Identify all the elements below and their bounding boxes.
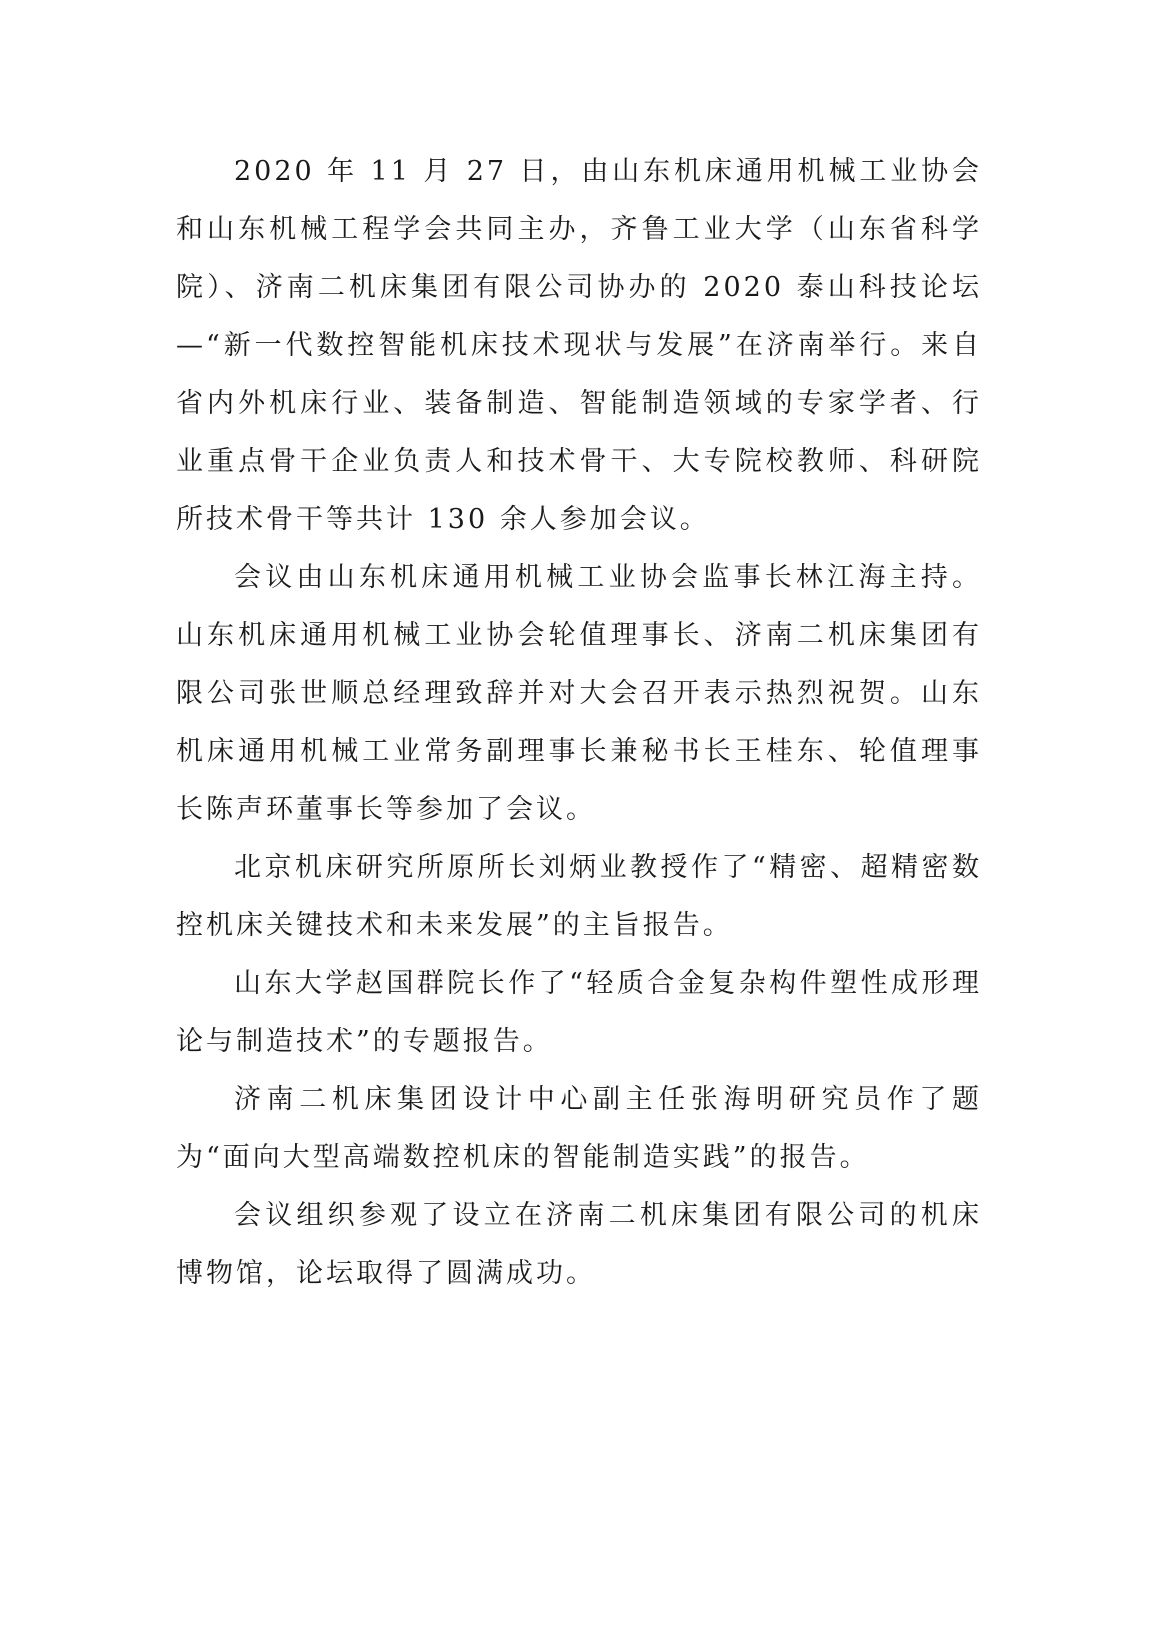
- paragraph-museum-visit: 会议组织参观了设立在济南二机床集团有限公司的机床博物馆，论坛取得了圆满成功。: [176, 1200, 982, 1289]
- paragraph-keynote-report: 北京机床研究所原所长刘炳业教授作了“精密、超精密数控机床关键技术和未来发展”的主旨报告。: [176, 852, 982, 941]
- document-body: [176, 143, 982, 1303]
- paragraph-forum-overview: 2020 年 11 月 27 日，由山东机床通用机械工业协会和山东机械工程学会共同主办，齐鲁工业大学（山东省科学院）、济南二机床集团有限公司协办的 2020 泰山科技论坛—“新一代数控智能机床技术现状与发展”在济南举行。来自省内外机床行业、装备制造、智能制造领域的专家学者、行业重点骨干企业负责人和技术骨干、大专院校教师、科研院所技术骨干等共计 130 余人参加会议。: [176, 156, 982, 535]
- paragraph-practice-report: 济南二机床集团设计中心副主任张海明研究员作了题为“面向大型高端数控机床的智能制造实践”的报告。: [176, 1084, 982, 1173]
- paragraph-meeting-host: 会议由山东机床通用机械工业协会监事长林江海主持。山东机床通用机械工业协会轮值理事长、济南二机床集团有限公司张世顺总经理致辞并对大会召开表示热烈祝贺。山东机床通用机械工业常务副理事长兼秘书长王桂东、轮值理事长陈声环董事长等参加了会议。: [176, 562, 982, 825]
- paragraph-special-report: 山东大学赵国群院长作了“轻质合金复杂构件塑性成形理论与制造技术”的专题报告。: [176, 968, 982, 1057]
